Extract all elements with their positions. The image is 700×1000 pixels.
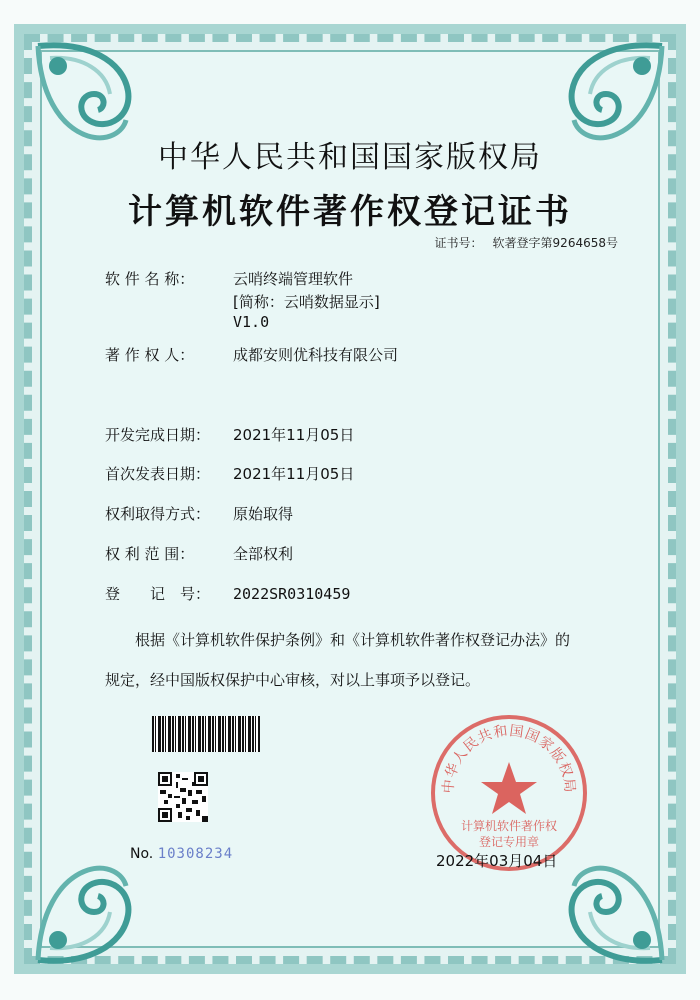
- owner-value: 成都安则优科技有限公司: [233, 346, 399, 364]
- barcode-icon: [152, 716, 260, 752]
- field-label: 首次发表日期：: [105, 465, 211, 483]
- issuing-authority: 中华人民共和国国家版权局: [158, 140, 542, 175]
- scope-value: 全部权利: [233, 545, 294, 563]
- field-label: 权 利 范 围：: [105, 545, 195, 563]
- reg-no-value: 2022SR0310459: [233, 585, 351, 603]
- serial-label: No.: [130, 846, 154, 862]
- field-owner: [105, 344, 398, 365]
- field-reg-no: [105, 583, 350, 604]
- field-scope: [105, 543, 293, 564]
- svg-text:计算机软件著作权: 计算机软件著作权: [460, 819, 558, 833]
- serial-value: 10308234: [157, 846, 234, 862]
- field-software-name: [105, 268, 353, 289]
- pub-date-value: 2021年11月05日: [233, 465, 355, 483]
- statement-line-1: 根据《计算机软件保护条例》和《计算机软件著作权登记办法》的: [135, 631, 571, 649]
- certificate-number: [435, 234, 618, 251]
- field-label: 登 记 号：: [105, 585, 211, 603]
- software-version: V1.0: [233, 313, 270, 331]
- field-pub-date: [105, 463, 354, 484]
- certificate-number-value: 软著登字第9264658号: [492, 236, 618, 250]
- field-label: 软 件 名 称：: [105, 270, 195, 288]
- software-short-name: [简称：云哨数据显示]: [233, 293, 380, 311]
- dev-date-value: 2021年11月05日: [233, 426, 355, 444]
- serial-number: [130, 846, 233, 862]
- field-dev-date: [105, 424, 354, 445]
- field-label: 开发完成日期：: [105, 426, 211, 444]
- statement: [105, 620, 635, 700]
- svg-text:登记专用章: 登记专用章: [478, 835, 540, 849]
- certificate-number-label: 证书号：: [434, 236, 483, 250]
- field-label: 权利取得方式：: [105, 505, 211, 523]
- statement-line-2: 规定，经中国版权保护中心审核，对以上事项予以登记。: [105, 671, 481, 689]
- svg-text:中华人民共和国国家版权局: 中华人民共和国国家版权局: [440, 723, 578, 795]
- acquire-value: 原始取得: [233, 505, 294, 523]
- software-name-value: 云哨终端管理软件: [233, 270, 354, 288]
- field-acquire: [105, 503, 293, 524]
- corner-ornament-icon: [28, 850, 178, 970]
- qr-code-icon: [158, 772, 208, 822]
- certificate-title: 计算机软件著作权登记证书: [128, 192, 572, 232]
- issue-date: 2022年03月04日: [436, 852, 558, 870]
- field-label: 著 作 权 人：: [105, 346, 195, 364]
